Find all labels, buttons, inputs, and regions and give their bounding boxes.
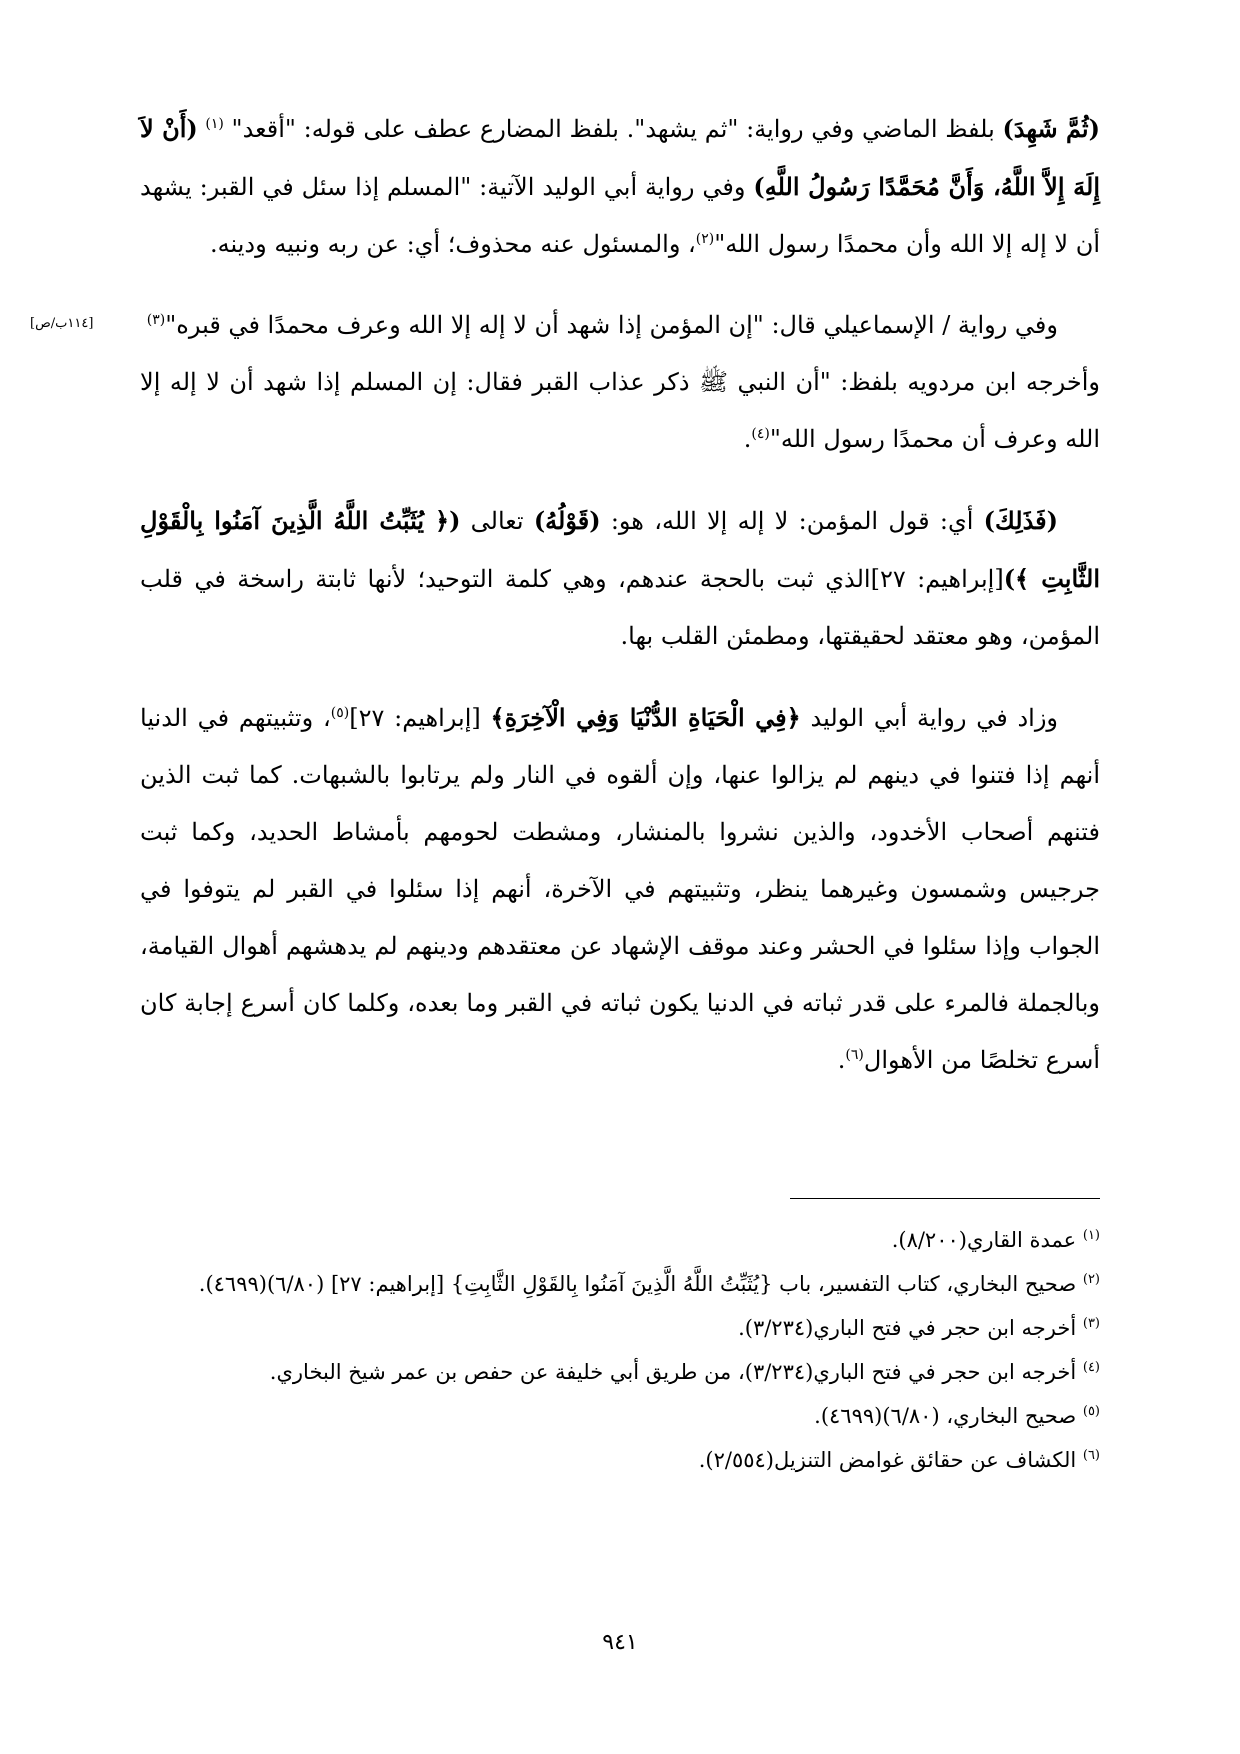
text-run: تعالى (460, 507, 534, 535)
text-run: وزاد في رواية أبي الوليد (800, 704, 1059, 732)
footnote-ref[interactable]: (٥) (330, 705, 350, 721)
footnote-ref[interactable]: (٣) (146, 312, 166, 328)
footnote-text: صحيح البخاري، (٦/٨٠)(٤٦٩٩). (814, 1404, 1083, 1428)
text-run: [إبراهيم: ٢٧]الذي ثبت بالحجة عندهم، وهي كلمة التوحيد؛ لأنها ثابتة راسخة في قلب المؤمن، وهو معتقد لحقيقتها، ومطمئن القلب بها. (140, 565, 1100, 650)
quran-verse: ﴿فِي الْحَيَاةِ الدُّنْيَا وَفِي الْآخِرَةِ﴾ (490, 703, 801, 732)
footnote-text: أخرجه ابن حجر في فتح الباري(٣/٢٣٤)، من طريق أبي خليفة عن حفص بن عمر شيخ البخاري. (269, 1360, 1083, 1384)
footnote-number: (٦) (1082, 1448, 1100, 1463)
footnote-number: (٣) (1082, 1316, 1100, 1331)
footnote-number: (٤) (1082, 1360, 1100, 1375)
text-run: ، والمسئول عنه محذوف؛ أي: عن ربه ونبيه ودينه. (210, 230, 696, 258)
text-run: أي: قول المؤمن: لا إله إلا الله، هو: (600, 507, 984, 535)
paragraph-4 (140, 492, 1100, 665)
paragraph-2 (30, 297, 1100, 354)
text-run: . (837, 1046, 846, 1074)
bold-phrase: (فَذَلِكَ) (983, 506, 1058, 535)
paragraph-5 (140, 689, 1100, 1089)
bold-phrase: (أَنْ لاَ إِلَهَ إِلاَّ اللَّهُ، وَأَنَّ مُحَمَّدًا رَسُولُ اللَّهِ) (140, 114, 1100, 201)
footnote-item (140, 1218, 1100, 1262)
footnote-text: أخرجه ابن حجر في فتح الباري(٣/٢٣٤). (738, 1316, 1083, 1340)
footnotes (140, 1218, 1100, 1482)
footnote-item (140, 1350, 1100, 1394)
footnote-number: (١) (1082, 1228, 1100, 1243)
bold-phrase: (قَوْلُهُ) (533, 506, 601, 535)
footnote-divider (790, 1198, 1100, 1199)
text-run: وفي رواية / الإسماعيلي قال: "إن المؤمن إذا شهد أن لا إله إلا الله وعرف محمدًا في قبره" (165, 311, 1058, 339)
paragraph-1 (140, 100, 1100, 273)
text-run: . (743, 425, 752, 453)
footnote-number: (٥) (1082, 1404, 1100, 1419)
footnote-text: صحيح البخاري، كتاب التفسير، باب {يُثَبِّتُ اللَّهُ الَّذِينَ آمَنُوا بِالقَوْلِ الثَّابِتِ} [إبراهيم: ٢٧] (٦/٨٠)(٤٦٩٩). (198, 1272, 1083, 1296)
text-run: بلفظ الماضي وفي رواية: "ثم يشهد". بلفظ المضارع عطف على قوله: "أقعد" (223, 115, 1003, 143)
footnote-text: الكشاف عن حقائق غوامض التنزيل(٢/٥٥٤). (698, 1448, 1083, 1472)
text-run: وأخرجه ابن مردويه بلفظ: "أن النبي ﷺ ذكر عذاب القبر فقال: إن المسلم إذا شهد أن لا إله إلا الله وعرف أن محمدًا رسول الله" (140, 368, 1100, 453)
paragraph-3 (140, 354, 1100, 468)
footnote-text: عمدة القاري(٨/٢٠٠). (891, 1228, 1083, 1252)
text-run: ، وتثبيتهم في الدنيا أنهم إذا فتنوا في دينهم لم يزالوا عنها، وإن ألقوه في النار ولم يرتابوا بالشبهات. كما ثبت الذين فتنهم أصحاب الأخدود، والذين نشروا بالمنشار، ومشطت لحومهم بأمشاط الحديد، وكما ثبت جرجيس وشمسون وغيرهما ينظر، وتثبيتهم في الآخرة، أنهم إذا سئلوا في القبر لم يتوفوا في الجواب وإذا سئلوا في الحشر وعند موقف الإشهاد عن معتقدهم ودينهم لم يدهشهم أهوال القيامة، وبالجملة فالمرء على قدر ثباته في الدنيا يكون ثباته في القبر وما بعده، وكلما كان أسرع إجابة كان أسرع تخلصًا من الأهوال (140, 704, 1100, 1074)
footnote-item (140, 1394, 1100, 1438)
footnote-ref[interactable]: (٢) (695, 231, 715, 247)
bold-phrase: (ثُمَّ شَهِدَ) (1002, 114, 1100, 143)
text-run: وفي رواية أبي الوليد الآتية: "المسلم إذا سئل في القبر: يشهد أن لا إله إلا الله وأن محمدًا رسول الله" (140, 173, 1100, 258)
footnote-item (140, 1438, 1100, 1482)
text-run: [إبراهيم: ٢٧] (349, 704, 491, 732)
quran-verse: (﴿ يُثَبِّتُ اللَّهُ الَّذِينَ آمَنُوا بِالْقَوْلِ الثَّابِتِ ﴾) (140, 506, 1100, 593)
footnote-number: (٢) (1082, 1272, 1100, 1287)
footnote-ref[interactable]: (١) (205, 116, 224, 132)
footnote-item (140, 1262, 1100, 1306)
footnote-ref[interactable]: (٤) (751, 426, 770, 442)
page-number: ٩٤١ (602, 1630, 638, 1655)
page-body (30, 100, 1100, 1472)
margin-note: [١١٤ب/ص] (30, 316, 94, 331)
footnote-ref[interactable]: (٦) (845, 1047, 864, 1063)
footnote-item (140, 1306, 1100, 1350)
